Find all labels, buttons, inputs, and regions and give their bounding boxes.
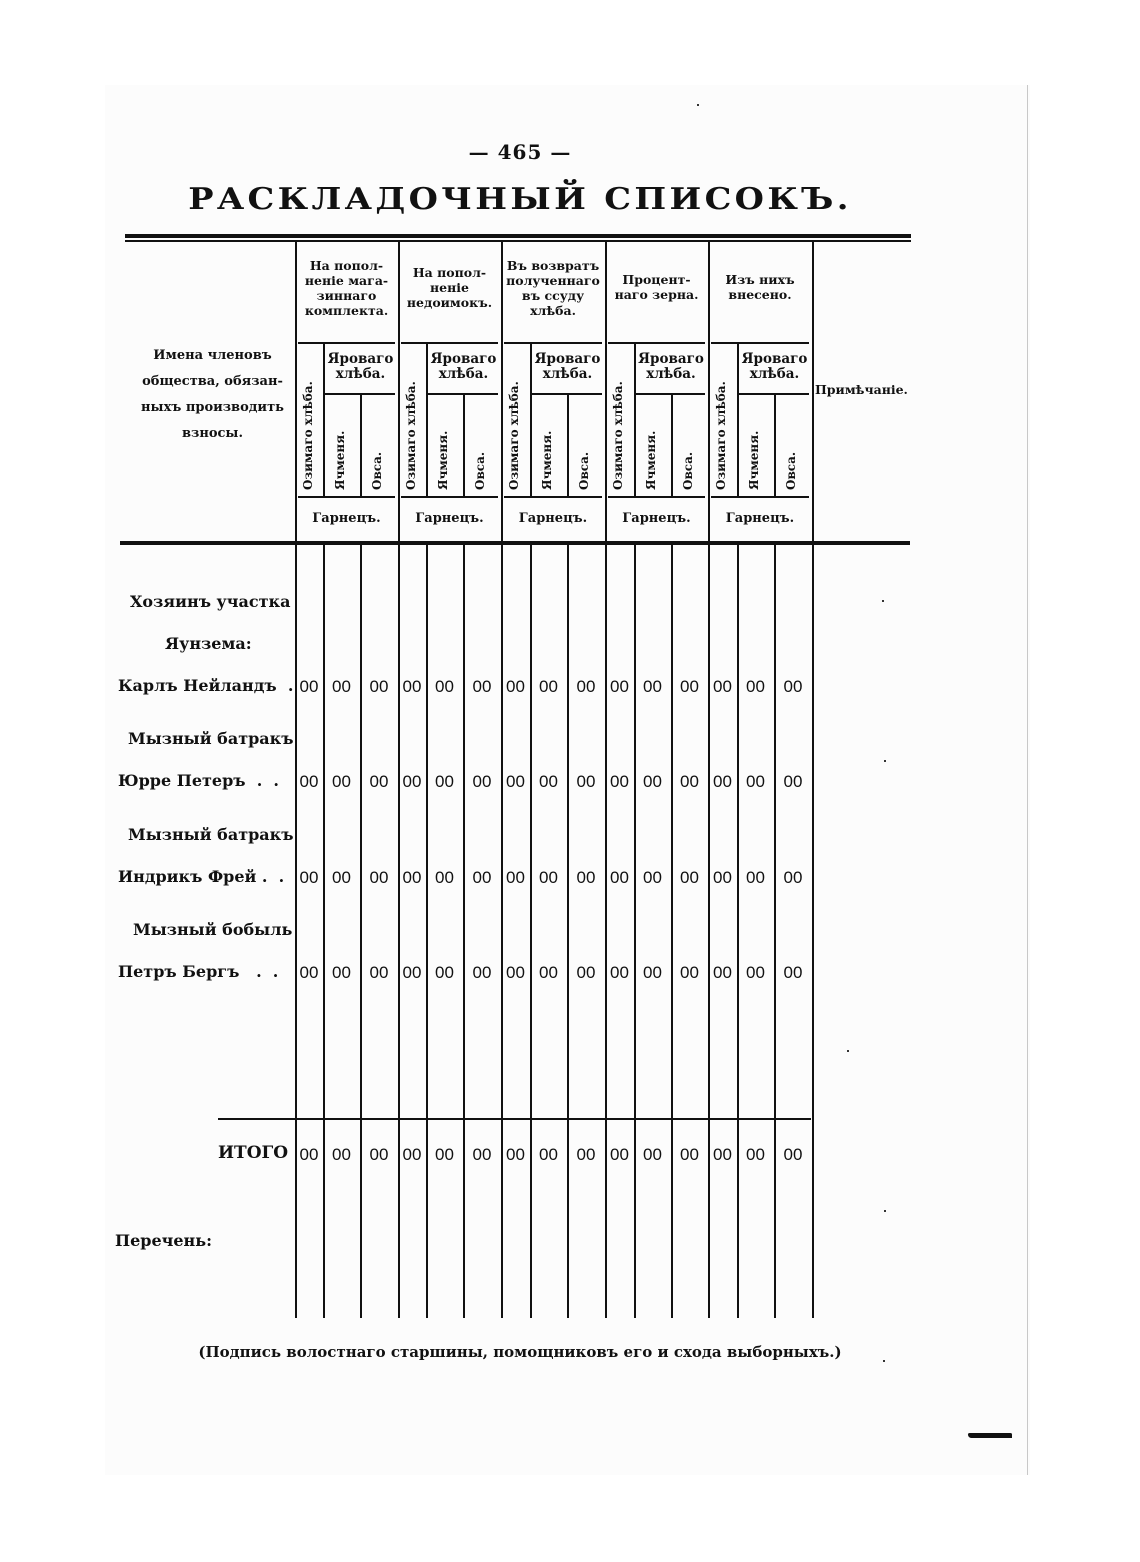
winter-grain-header: Озимаго хлѣба. [301, 381, 315, 490]
value-cell: 00 [369, 1145, 389, 1164]
group-title-line: въ ссуду [521, 288, 585, 303]
value-cell: 00 [539, 868, 558, 887]
spring-rule [426, 393, 498, 395]
value-cell: 00 [680, 772, 699, 791]
spring-header-line: хлѣба. [438, 366, 489, 382]
member-name: Индрикъ Фрей . . [118, 867, 285, 886]
value-cell: 00 [435, 868, 454, 887]
names-header-line: общества, обязан- [142, 374, 283, 389]
group-title-line: На попол- [412, 265, 487, 280]
value-cell: 00 [746, 963, 765, 982]
spring-rule [737, 393, 809, 395]
value-cell: 00 [332, 772, 351, 791]
group-title [398, 265, 501, 310]
value-cell: 00 [332, 963, 351, 982]
barley-header: Ячменя. [747, 430, 761, 490]
value-cell: 00 [643, 677, 662, 696]
value-cell: 00 [576, 772, 596, 791]
value-cell: 00 [332, 1145, 351, 1164]
winter-grain-header: Озимаго хлѣба. [507, 381, 521, 490]
winter-grain-header: Озимаго хлѣба. [404, 381, 418, 490]
section-label: Хозяинъ участка [130, 592, 291, 611]
value-cell: 00 [369, 963, 389, 982]
page-edge [1027, 85, 1028, 1475]
spring-rule [634, 393, 705, 395]
column-rule [708, 545, 710, 1318]
unit-label: Гарнецъ. [312, 511, 381, 526]
section-label: Мызный бобыль [133, 920, 293, 939]
value-cell: 00 [402, 963, 422, 982]
column-rule [774, 545, 776, 1318]
value-cell: 00 [506, 1145, 525, 1164]
listing-label: Перечень: [115, 1231, 213, 1250]
spring-grain-header [323, 352, 398, 382]
speck [883, 1360, 885, 1362]
column-rule [567, 393, 569, 496]
value-cell: 00 [402, 1145, 422, 1164]
column-rule [295, 545, 297, 1318]
group-title-line: внесено. [728, 287, 792, 302]
total-separator-rule [218, 1118, 811, 1120]
value-cell: 00 [643, 772, 662, 791]
value-cell: 00 [713, 963, 732, 982]
barley-header: Ячменя. [644, 430, 658, 490]
subheader-rule [504, 342, 602, 344]
speck [882, 600, 884, 602]
names-header-line: взносы. [182, 426, 243, 441]
value-cell: 00 [783, 868, 803, 887]
value-cell: 00 [332, 677, 351, 696]
group-title-line: Въ возвратъ [506, 258, 600, 273]
group-title-line: Изъ нихъ [725, 272, 795, 287]
value-cell: 00 [472, 677, 492, 696]
signature-line: (Подпись волостнаго старшины, помощниковъ его и схода выборныхъ.) [198, 1343, 842, 1361]
page-title: РАСКЛАДОЧНЫЙ СПИСОКЪ. [188, 182, 852, 217]
value-cell: 00 [369, 772, 389, 791]
section-label: Яунзема: [165, 634, 252, 653]
value-cell: 00 [539, 677, 558, 696]
group-title [501, 258, 605, 318]
value-cell: 00 [435, 1145, 454, 1164]
column-rule [501, 545, 503, 1318]
barley-header: Ячменя. [333, 430, 347, 490]
column-rule [671, 545, 673, 1318]
page-number: — 465 — [468, 140, 572, 164]
spring-grain-header [737, 352, 812, 382]
names-column-header [130, 343, 295, 447]
group-title-line: зиннаго [316, 288, 377, 303]
spring-header-line: хлѣба. [335, 366, 386, 382]
column-rule [605, 545, 607, 1318]
unit-label: Гарнецъ. [725, 511, 795, 526]
spring-header-line: Яроваго [327, 351, 394, 367]
unit-rule [401, 496, 498, 498]
group-title [708, 272, 812, 302]
value-cell: 00 [472, 772, 492, 791]
value-cell: 00 [472, 1145, 492, 1164]
value-cell: 00 [402, 868, 422, 887]
value-cell: 00 [746, 772, 765, 791]
value-cell: 00 [746, 1145, 765, 1164]
value-cell: 00 [680, 868, 699, 887]
subheader-rule [711, 342, 809, 344]
group-title-line: неніе мага- [304, 273, 389, 288]
subheader-rule [298, 342, 395, 344]
column-rule [463, 393, 465, 496]
unit-rule [298, 496, 395, 498]
spring-header-line: Яроваго [638, 351, 704, 367]
value-cell: 00 [610, 1145, 629, 1164]
column-rule [812, 242, 814, 496]
barley-header: Ячменя. [436, 430, 450, 490]
value-cell: 00 [539, 963, 558, 982]
value-cell: 00 [713, 868, 732, 887]
column-rule [774, 393, 776, 496]
speck [884, 760, 886, 762]
group-title [295, 258, 398, 318]
spring-header-line: хлѣба. [749, 366, 800, 382]
value-cell: 00 [402, 772, 422, 791]
column-rule [360, 545, 362, 1318]
value-cell: 00 [713, 677, 732, 696]
column-rule [812, 496, 814, 542]
group-title-line: На попол- [309, 258, 384, 273]
member-name: Юрре Петеръ . . [118, 771, 279, 790]
section-label: Мызный батракъ [128, 729, 294, 748]
spring-header-line: хлѣба. [542, 366, 593, 382]
group-title-line: наго зерна. [614, 287, 699, 302]
value-cell: 00 [746, 677, 765, 696]
column-rule [323, 545, 325, 1318]
value-cell: 00 [435, 772, 454, 791]
spring-header-line: Яроваго [430, 351, 497, 367]
value-cell: 00 [506, 868, 525, 887]
group-title-line: неніе [430, 280, 469, 295]
value-cell: 00 [299, 1145, 319, 1164]
oats-header: Овса. [784, 451, 798, 490]
spring-grain-header [634, 352, 708, 382]
value-cell: 00 [680, 1145, 699, 1164]
column-rule [737, 545, 739, 1318]
spring-header-line: хлѣба. [646, 366, 696, 382]
value-cell: 00 [643, 963, 662, 982]
value-cell: 00 [680, 963, 699, 982]
value-cell: 00 [783, 772, 803, 791]
column-rule [530, 545, 532, 1318]
oats-header: Овса. [681, 451, 695, 490]
spring-header-line: Яроваго [534, 351, 601, 367]
oats-header: Овса. [473, 451, 487, 490]
value-cell: 00 [299, 963, 319, 982]
group-title-line: недоимокъ. [406, 295, 493, 310]
unit-label: Гарнецъ. [518, 511, 588, 526]
value-cell: 00 [332, 868, 351, 887]
group-title-line: полученнаго [506, 273, 600, 288]
group-title-line: хлѣба. [530, 303, 576, 318]
oats-header: Овса. [577, 451, 591, 490]
value-cell: 00 [539, 772, 558, 791]
value-cell: 00 [643, 868, 662, 887]
names-header-line: ныхъ производить [141, 400, 284, 415]
value-cell: 00 [369, 677, 389, 696]
value-cell: 00 [680, 677, 699, 696]
spring-header-line: Яроваго [741, 351, 808, 367]
header-bottom-rule [120, 541, 910, 545]
value-cell: 00 [539, 1145, 558, 1164]
unit-label: Гарнецъ. [415, 511, 484, 526]
column-rule [812, 545, 814, 1318]
value-cell: 00 [435, 677, 454, 696]
spring-rule [323, 393, 395, 395]
unit-rule [608, 496, 705, 498]
speck [697, 104, 699, 106]
value-cell: 00 [472, 868, 492, 887]
value-cell: 00 [506, 963, 525, 982]
header-top-rule-thin [125, 240, 911, 242]
ink-smudge [968, 1433, 1012, 1438]
value-cell: 00 [576, 868, 596, 887]
names-header-line: Имена членовъ [153, 348, 272, 363]
value-cell: 00 [576, 963, 596, 982]
value-cell: 00 [713, 1145, 732, 1164]
value-cell: 00 [783, 677, 803, 696]
column-rule [567, 545, 569, 1318]
group-title-line: комплекта. [304, 303, 389, 318]
note-column-header: Примѣчаніе. [815, 382, 908, 397]
value-cell: 00 [576, 677, 596, 696]
value-cell: 00 [472, 963, 492, 982]
value-cell: 00 [576, 1145, 596, 1164]
value-cell: 00 [610, 677, 629, 696]
column-rule [426, 545, 428, 1318]
value-cell: 00 [299, 677, 319, 696]
spring-grain-header [426, 352, 501, 382]
spring-grain-header [530, 352, 605, 382]
winter-grain-header: Озимаго хлѣба. [611, 381, 625, 490]
unit-rule [504, 496, 602, 498]
group-title [605, 272, 708, 302]
barley-header: Ячменя. [540, 430, 554, 490]
column-rule [634, 545, 636, 1318]
value-cell: 00 [299, 868, 319, 887]
subheader-rule [608, 342, 705, 344]
value-cell: 00 [643, 1145, 662, 1164]
winter-grain-header: Озимаго хлѣба. [714, 381, 728, 490]
value-cell: 00 [610, 868, 629, 887]
value-cell: 00 [506, 772, 525, 791]
unit-rule [711, 496, 809, 498]
speck [847, 1050, 849, 1052]
value-cell: 00 [299, 772, 319, 791]
column-rule [671, 393, 673, 496]
value-cell: 00 [610, 963, 629, 982]
value-cell: 00 [783, 1145, 803, 1164]
column-rule [463, 545, 465, 1318]
member-name: Петръ Бергъ . . [118, 962, 279, 981]
value-cell: 00 [713, 772, 732, 791]
column-rule [398, 545, 400, 1318]
section-label: Мызный батракъ [128, 825, 294, 844]
value-cell: 00 [435, 963, 454, 982]
unit-label: Гарнецъ. [622, 511, 691, 526]
total-label: ИТОГО [218, 1143, 289, 1163]
spring-rule [530, 393, 602, 395]
speck [884, 1210, 886, 1212]
member-name: Карлъ Нейландъ . [118, 676, 294, 695]
column-rule [360, 393, 362, 496]
value-cell: 00 [369, 868, 389, 887]
value-cell: 00 [783, 963, 803, 982]
value-cell: 00 [402, 677, 422, 696]
subheader-rule [401, 342, 498, 344]
value-cell: 00 [746, 868, 765, 887]
value-cell: 00 [610, 772, 629, 791]
oats-header: Овса. [370, 451, 384, 490]
value-cell: 00 [506, 677, 525, 696]
group-title-line: Процент- [622, 272, 691, 287]
header-top-rule-thick [125, 234, 911, 238]
